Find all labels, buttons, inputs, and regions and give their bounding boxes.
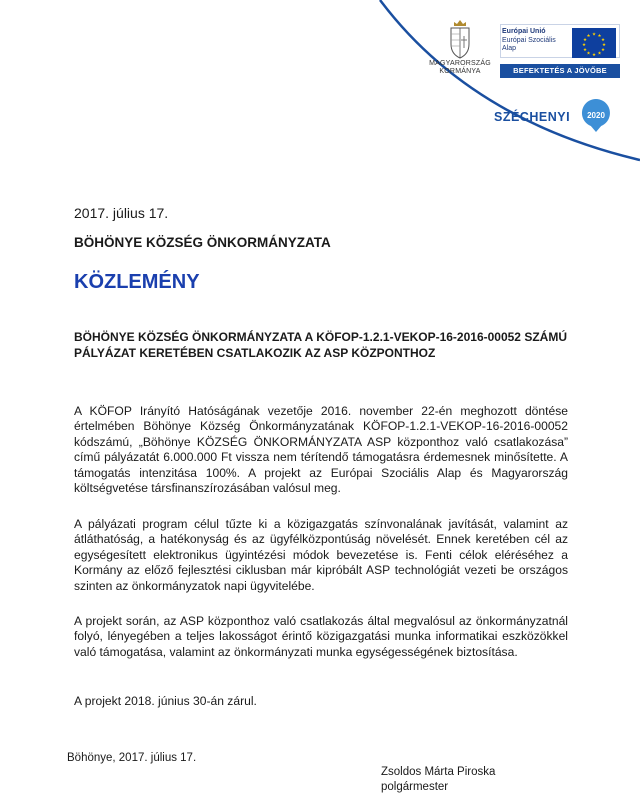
hungarian-crest-icon bbox=[445, 18, 475, 60]
signatory-role: polgármester bbox=[381, 781, 449, 793]
svg-text:★: ★ bbox=[591, 53, 597, 58]
svg-text:★: ★ bbox=[582, 38, 588, 43]
signatory-name: Zsoldos Márta Piroska bbox=[381, 766, 496, 778]
svg-text:★: ★ bbox=[600, 38, 606, 43]
government-logo-text: MAGYARORSZÁG KORMÁNYA bbox=[429, 60, 491, 75]
svg-text:★: ★ bbox=[597, 34, 602, 39]
eu-text-line-3: Alap bbox=[502, 45, 517, 52]
szechenyi-logo-text: SZÉCHENYI bbox=[494, 110, 571, 124]
paragraph-3: A projekt során, az ASP központhoz való csatlakozás által megvalósul az önkormányzatnál folyó, lényegében a teljes lakosságot érintő közigazgatási munka informatikai eszközökkel való támogatása, valamint az önkormányzati munka egységességének biztosítása. bbox=[74, 614, 568, 659]
svg-text:★: ★ bbox=[586, 51, 591, 57]
paragraph-1: A KÖFOP Irányító Hatóságának vezetője 2016. november 22-én meghozott döntése értelmében Böhönye Község Önkormányzatának KÖFOP-1.2.1-VEKOP-16-2016-00052 kódszámú, „Böhönye KÖZSÉG ÖNKORMÁNYZATA ASP központhoz való csatlakozása” című pályázatát 6.000.000 Ft vissza nem térítendő támogatásra érdemesnek minősítette. A támogatás intenzitása 100%. A projekt az Európai Szociális Alap és Magyarország költségvetése társfinanszírozásában valósul meg. bbox=[74, 404, 568, 496]
paragraph-4: A projekt 2018. június 30-án zárul. bbox=[74, 694, 257, 708]
invest-in-future-banner: BEFEKTETÉS A JÖVŐBE bbox=[500, 64, 620, 78]
szechenyi-2020-badge-icon bbox=[580, 97, 612, 133]
svg-text:★: ★ bbox=[601, 43, 607, 48]
paragraph-2: A pályázati program célul tűzte ki a közigazgatás színvonalának javítását, valamint az átláthatóság, a hatékonyság és az ügyfélközpontúság növelését. Ennek keretében cél az egységesített elektronikus ügyintézési módok bevezetése is. Fenti célok eléréséhez a Kormány az előző fejlesztési ciklusban már kipróbált ASP technológiát vezeti be országos szinten az önkormányzatok napi ügyvitelébe. bbox=[74, 517, 568, 593]
eu-text-line-2: Európai Szociális bbox=[502, 36, 556, 44]
eu-text-line-1: Európai Unió bbox=[502, 28, 546, 35]
document-subject: BÖHÖNYE KÖZSÉG ÖNKORMÁNYZATA A KÖFOP-1.2.1-VEKOP-16-2016-00052 SZÁMÚ PÁLYÁZAT KERETÉBEN CSATLAKOZIK AZ ASP KÖZPONTHOZ bbox=[74, 330, 567, 360]
place-and-date: Böhönye, 2017. július 17. bbox=[67, 752, 197, 764]
svg-text:★: ★ bbox=[600, 48, 606, 53]
szechenyi-badge-year: 2020 bbox=[587, 111, 605, 120]
svg-text:★: ★ bbox=[582, 48, 588, 53]
document-date: 2017. július 17. bbox=[74, 205, 169, 221]
organization-name: BÖHÖNYE KÖZSÉG ÖNKORMÁNYZATA bbox=[74, 235, 331, 250]
eu-logo-text bbox=[502, 28, 556, 54]
document-title: KÖZLEMÉNY bbox=[74, 271, 200, 293]
svg-text:★: ★ bbox=[591, 32, 597, 38]
svg-text:★: ★ bbox=[586, 34, 591, 39]
eu-flag-icon bbox=[572, 28, 616, 58]
svg-text:★: ★ bbox=[581, 43, 587, 48]
svg-text:★: ★ bbox=[597, 51, 602, 57]
